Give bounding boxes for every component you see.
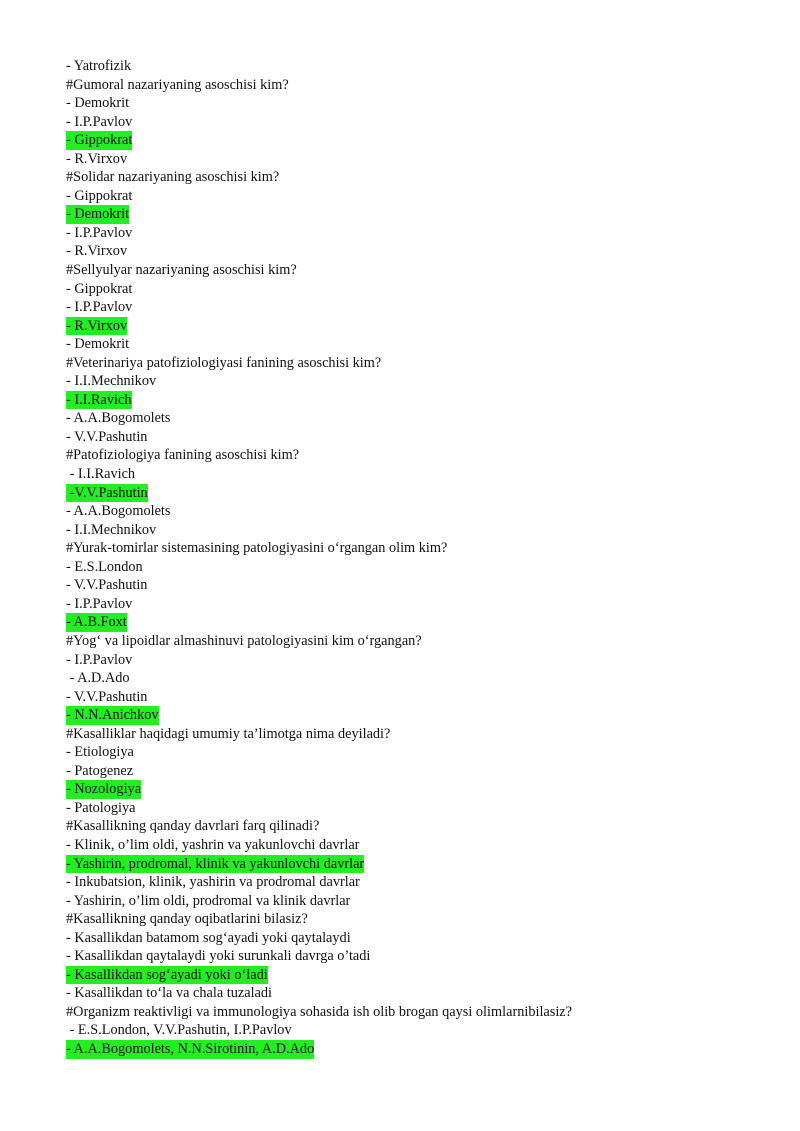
option-text: - I.P.Pavlov (66, 113, 133, 130)
answer-option-correct (66, 1040, 766, 1059)
answer-option-correct (66, 205, 766, 224)
question-text: #Yog‘ va lipoidlar almashinuvi patologiyasini kim o‘rgangan? (66, 632, 422, 649)
option-text: - Patogenez (66, 762, 134, 779)
answer-option (66, 799, 766, 818)
answer-option (66, 298, 766, 317)
answer-option (66, 428, 766, 447)
question-text: #Gumoral nazariyaning asoschisi kim? (66, 76, 289, 93)
option-text: - Yatrofizik (66, 58, 132, 74)
question-line (66, 168, 766, 187)
answer-option (66, 521, 766, 540)
answer-option (66, 595, 766, 614)
answer-option (66, 335, 766, 354)
answer-option (66, 224, 766, 243)
answer-option-correct (66, 780, 766, 799)
document-page (66, 57, 766, 1059)
option-text: - Inkubatsion, klinik, yashirin va prodromal davrlar (66, 874, 360, 891)
option-text: - I.I.Mechnikov (66, 373, 157, 390)
option-text: - I.P.Pavlov (66, 651, 133, 668)
answer-option-correct (66, 706, 766, 725)
answer-option-correct (66, 855, 766, 874)
option-text: - A.A.Bogomolets, N.N.Sirotinin, A.D.Ado (66, 1040, 315, 1057)
option-text: - Etiologiya (66, 744, 134, 761)
answer-option (66, 409, 766, 428)
question-line (66, 446, 766, 465)
option-text: - Demokrit (66, 206, 130, 223)
answer-option (66, 94, 766, 113)
question-text: #Kasallikning qanday davrlari farq qilinadi? (66, 818, 320, 835)
answer-option (66, 57, 766, 76)
answer-option (66, 947, 766, 966)
question-line (66, 725, 766, 744)
answer-option (66, 372, 766, 391)
option-text: - I.P.Pavlov (66, 224, 133, 241)
answer-option (66, 873, 766, 892)
question-line (66, 76, 766, 95)
option-text: - Patologiya (66, 799, 136, 816)
option-text: - Yashirin, o’lim oldi, prodromal va klinik davrlar (66, 892, 351, 909)
option-text: - Gippokrat (66, 132, 133, 149)
question-line (66, 539, 766, 558)
answer-option (66, 502, 766, 521)
answer-option (66, 688, 766, 707)
option-text: - E.S.London, V.V.Pashutin, I.P.Pavlov (66, 1022, 292, 1039)
answer-option-correct (66, 484, 766, 503)
question-text: #Kasalliklar haqidagi umumiy ta’limotga nima deyiladi? (66, 725, 391, 742)
question-line (66, 354, 766, 373)
option-text: - N.N.Anichkov (66, 707, 159, 724)
answer-option (66, 1021, 766, 1040)
option-text: - Gippokrat (66, 187, 133, 204)
option-text: - V.V.Pashutin (66, 428, 148, 445)
option-text: - R.Virxov (66, 150, 128, 167)
option-text: - Demokrit (66, 336, 130, 353)
option-text: - I.P.Pavlov (66, 299, 133, 316)
question-text: #Solidar nazariyaning asoschisi kim? (66, 169, 280, 186)
option-text: - R.Virxov (66, 243, 128, 260)
answer-option (66, 465, 766, 484)
answer-option (66, 280, 766, 299)
option-text: - I.I.Mechnikov (66, 521, 157, 538)
option-text: - A.A.Bogomolets (66, 503, 171, 520)
question-line (66, 261, 766, 280)
option-text: - I.I.Ravich (66, 391, 132, 408)
option-text: - R.Virxov (66, 317, 128, 334)
option-text: - Gippokrat (66, 280, 133, 297)
option-text: - Kasallikdan batamom sog‘ayadi yoki qaytalaydi (66, 929, 351, 946)
question-line (66, 1003, 766, 1022)
answer-option-correct (66, 131, 766, 150)
answer-option (66, 836, 766, 855)
answer-option (66, 187, 766, 206)
question-text: #Organizm reaktivligi va immunologiya sohasida ish olib brogan qaysi olimlarnibilasiz? (66, 1003, 572, 1020)
option-text: - Yashirin, prodromal, klinik va yakunlovchi davrlar (66, 855, 365, 872)
question-text: #Patofiziologiya fanining asoschisi kim? (66, 447, 300, 464)
answer-option-correct (66, 613, 766, 632)
answer-option (66, 242, 766, 261)
option-text: - A.B.Foxt (66, 614, 127, 631)
answer-option-correct (66, 317, 766, 336)
question-text: #Sellyulyar nazariyaning asoschisi kim? (66, 262, 297, 279)
answer-option (66, 113, 766, 132)
option-text: - Demokrit (66, 95, 130, 112)
option-text: - A.A.Bogomolets (66, 410, 171, 427)
option-text: - Kasallikdan sog‘ayadi yoki o‘ladi (66, 966, 268, 983)
answer-option (66, 892, 766, 911)
question-text: #Kasallikning qanday oqibatlarini bilasiz? (66, 911, 308, 928)
option-text: - E.S.London (66, 558, 143, 575)
question-line (66, 910, 766, 929)
answer-option (66, 743, 766, 762)
option-text: - V.V.Pashutin (66, 688, 148, 705)
option-text: - Kasallikdan to‘la va chala tuzaladi (66, 985, 273, 1002)
answer-option (66, 576, 766, 595)
answer-option (66, 150, 766, 169)
option-text: - Kasallikdan qaytalaydi yoki surunkali davrga o’tadi (66, 948, 371, 965)
option-text: - I.P.Pavlov (66, 595, 133, 612)
question-line (66, 632, 766, 651)
answer-option-correct (66, 966, 766, 985)
answer-option (66, 929, 766, 948)
question-line (66, 817, 766, 836)
answer-option (66, 762, 766, 781)
option-text: - Klinik, o’lim oldi, yashrin va yakunlovchi davrlar (66, 836, 360, 853)
answer-option (66, 558, 766, 577)
answer-option (66, 669, 766, 688)
option-text: - Nozologiya (66, 781, 142, 798)
option-text: -V.V.Pashutin (66, 484, 148, 501)
question-text: #Yurak-tomirlar sistemasining patologiyasini o‘rgangan olim kim? (66, 540, 448, 557)
answer-option (66, 651, 766, 670)
answer-option-correct (66, 391, 766, 410)
question-text: #Veterinariya patofiziologiyasi fanining asoschisi kim? (66, 354, 382, 371)
answer-option (66, 984, 766, 1003)
option-text: - I.I.Ravich (66, 466, 136, 483)
option-text: - V.V.Pashutin (66, 577, 148, 594)
option-text: - A.D.Ado (66, 670, 130, 687)
